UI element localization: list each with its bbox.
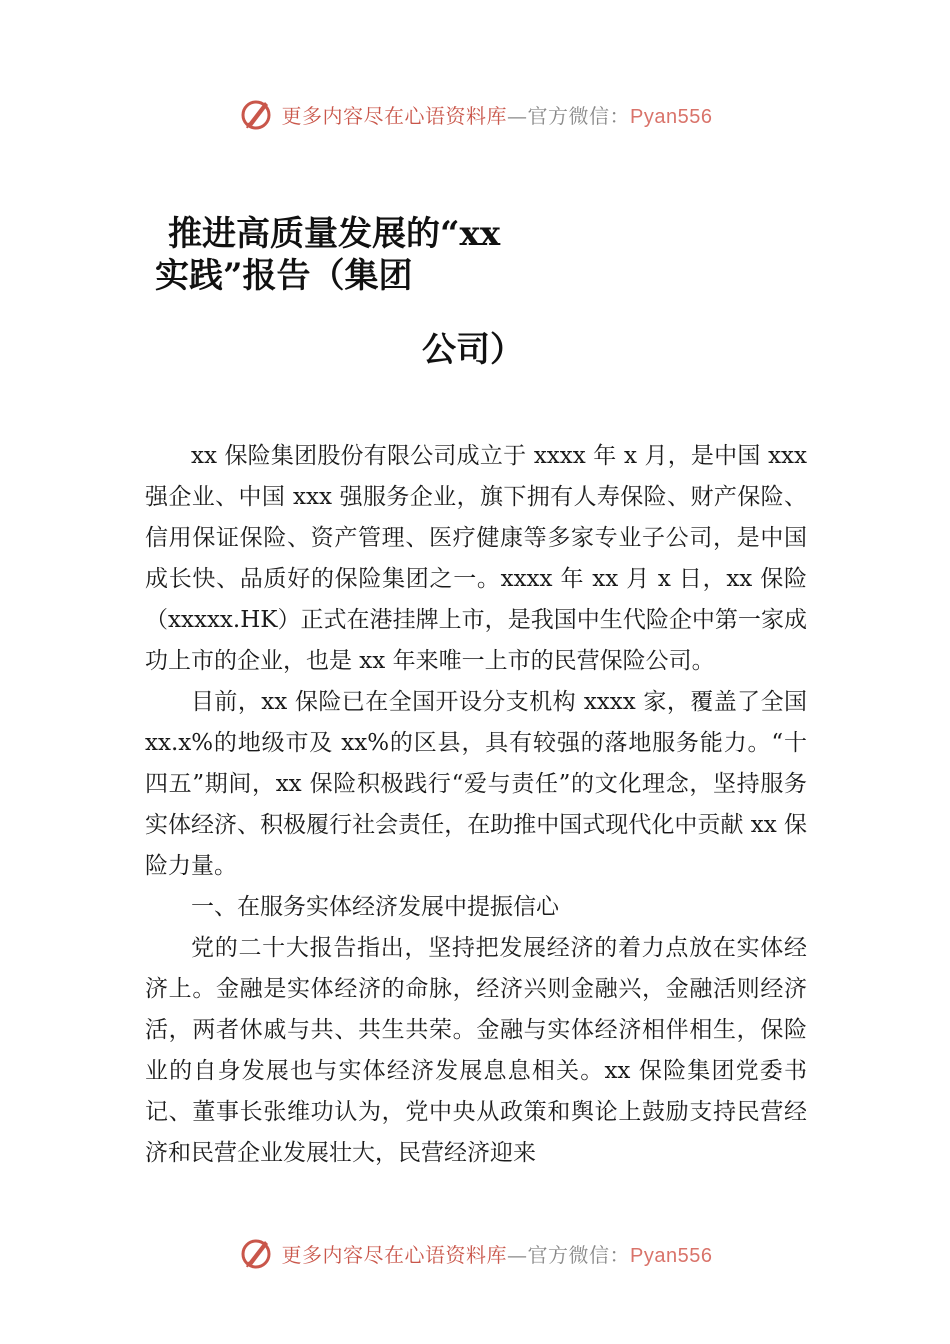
footer-banner bbox=[0, 1233, 950, 1273]
body-paragraph: 目前，xx 保险已在全国开设分支机构 xxxx 家，覆盖了全国 xx.x%的地级市及 xx%的区县，具有较强的落地服务能力。“十四五”期间，xx 保险积极践行“爱与责任”的文化理念，坚持服务实体经济、积极履行社会责任，在助推中国式现代化中贡献 xx 保险力量。 bbox=[145, 689, 807, 879]
document-title-line-2: 实践”报告（集团 bbox=[155, 256, 413, 296]
document-body bbox=[145, 436, 807, 1174]
quill-pen-circle-icon bbox=[238, 96, 274, 132]
section-heading: 一、在服务实体经济发展中提振信心 bbox=[191, 894, 559, 920]
body-paragraph: xx 保险集团股份有限公司成立于 xxxx 年 x 月，是中国 xxx 强企业、中国 xxx 强服务企业，旗下拥有人寿保险、财产保险、信用保证保险、资产管理、医疗健康等多家专业子公司，是中国成长快、品质好的保险集团之一。xxxx 年 xx 月 x 日，xx 保险（xxxxx.HK）正式在港挂牌上市，是我国中生代险企中第一家成功上市的企业，也是 xx 年来唯一上市的民营保险公司。 bbox=[145, 443, 807, 674]
document-title-line-3: 公司） bbox=[422, 330, 524, 370]
banner-account-id: Pyan556 bbox=[630, 1244, 713, 1267]
banner-account-id: Pyan556 bbox=[630, 105, 713, 128]
body-paragraph: 党的二十大报告指出，坚持把发展经济的着力点放在实体经济上。金融是实体经济的命脉，经济兴则金融兴，金融活则经济活，两者休戚与共、共生共荣。金融与实体经济相伴相生，保险业的自身发展也与实体经济发展息息相关。xx 保险集团党委书记、董事长张维功认为，党中央从政策和舆论上鼓励支持民营经济和民营企业发展壮大，民营经济迎来 bbox=[145, 935, 807, 1166]
banner-account-label: 官方微信： bbox=[527, 1242, 631, 1267]
banner-main-text: 更多内容尽在心语资料库 bbox=[281, 1242, 508, 1267]
document-title-line-1: 推进高质量发展的“xx bbox=[168, 214, 501, 254]
banner-main-text: 更多内容尽在心语资料库 bbox=[281, 103, 508, 128]
header-banner bbox=[0, 94, 950, 134]
quill-pen-circle-icon bbox=[238, 1235, 274, 1271]
banner-separator: — bbox=[507, 1242, 528, 1267]
banner-separator: — bbox=[507, 103, 528, 128]
banner-text bbox=[282, 1239, 713, 1268]
banner-account-label: 官方微信： bbox=[527, 103, 631, 128]
banner-text bbox=[282, 100, 713, 129]
